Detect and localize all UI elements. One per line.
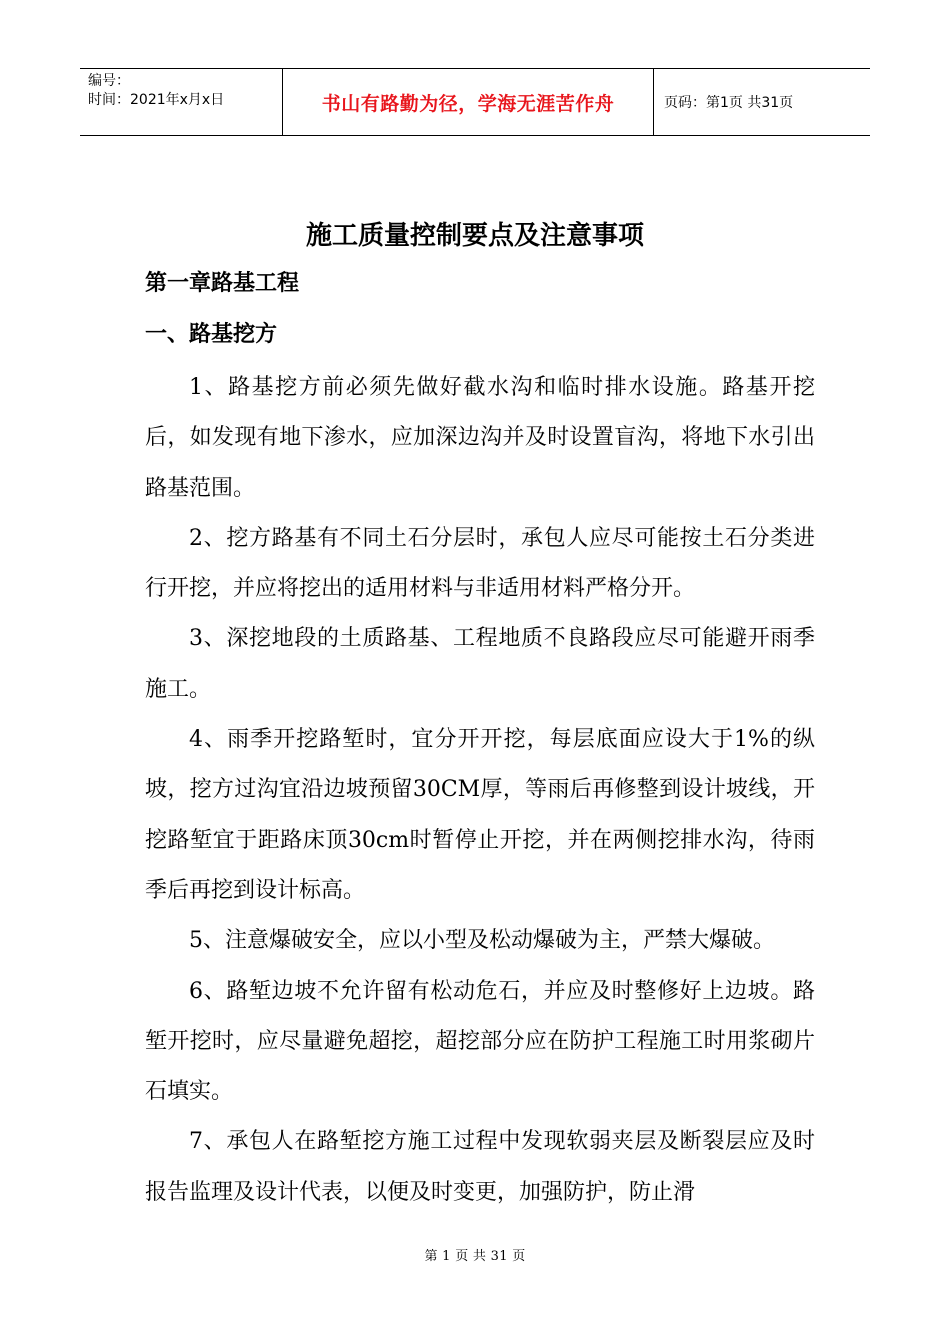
time-label: 时间：2021年x月x日 bbox=[88, 92, 225, 108]
page-footer: 第 1 页 共 31 页 bbox=[424, 1249, 526, 1264]
body-text bbox=[145, 363, 815, 1218]
paragraph-3: 3、深挖地段的土质路基、工程地质不良路段应尽可能避开雨季施工。 bbox=[145, 626, 815, 702]
paragraph-6: 6、路堑边坡不允许留有松动危石，并应及时整修好上边坡。路堑开挖时，应尽量避免超挖，超挖部分应在防护工程施工时用浆砌片石填实。 bbox=[145, 978, 815, 1105]
document-title: 施工质量控制要点及注意事项 bbox=[305, 221, 644, 251]
code-label: 编号： bbox=[88, 73, 130, 89]
paragraph-2: 2、挖方路基有不同土石分层时，承包人应尽可能按土石分类进行开挖，并应将挖出的适用材料与非适用材料严格分开。 bbox=[145, 525, 815, 602]
paragraph-7: 7、承包人在路堑挖方施工过程中发现软弱夹层及断裂层应及时报告监理及设计代表，以便及时变更，加强防护，防止滑 bbox=[145, 1129, 815, 1205]
header-left-cell bbox=[80, 69, 282, 135]
chapter-heading: 第一章路基工程 bbox=[145, 270, 300, 296]
motto: 书山有路勤为径，学海无涯苦作舟 bbox=[321, 92, 615, 115]
header-table bbox=[80, 68, 870, 136]
paragraph-1: 1、路基挖方前必须先做好截水沟和临时排水设施。路基开挖后，如发现有地下渗水，应加深边沟并及时设置盲沟，将地下水引出路基范围。 bbox=[145, 375, 815, 501]
page-info: 页码：第1页 共31页 bbox=[664, 95, 794, 111]
header-middle-cell bbox=[282, 69, 654, 135]
paragraph-5: 5、注意爆破安全，应以小型及松动爆破为主，严禁大爆破。 bbox=[189, 928, 775, 954]
paragraph-4: 4、雨季开挖路堑时，宜分开开挖，每层底面应设大于1%的纵坡，挖方过沟宜沿边坡预留30CM厚，等雨后再修整到设计坡线，开挖路堑宜于距路床顶30cm时暂停止开挖，并在两侧挖排水沟，待雨季后再挖到设计标高。 bbox=[145, 727, 815, 903]
header-right-cell bbox=[654, 69, 870, 135]
section-heading: 一、路基挖方 bbox=[145, 321, 278, 347]
